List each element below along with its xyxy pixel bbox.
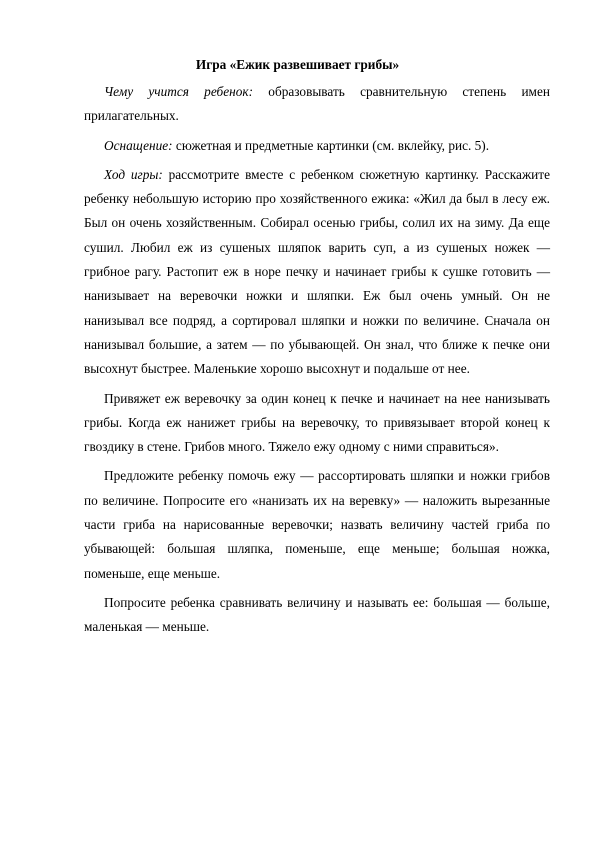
- paragraph-text: образовывать сравнительную степень имен прилагательных.: [84, 84, 550, 124]
- document-body: [84, 80, 550, 640]
- paragraph-comparison-task: [84, 591, 550, 640]
- paragraph-game-process: [84, 163, 550, 382]
- paragraph-text: Попросите ребенка сравнивать величину и называть ее: большая — больше, маленькая — меньше.: [84, 594, 550, 635]
- paragraph-text: рассмотрите вместе с ребенком сюжетную картинку. Расскажите ребенку небольшую историю про хозяйственного ежика: «Жил да был в лесу еж. Был он очень хозяйственным. Собирал осенью грибы, солил их на зиму. Да еще сушил. Любил еж из сушеных шляпок варить суп, а из сушеных ножек — грибное рагу. Растопит еж в норе печку и начинает грибы к сушке готовить — нанизывает на веревочки ножки и шляпки. Еж был очень умный. Он не нанизывал все подряд, а сортировал шляпки и ножки по величине. Сначала он нанизывал большие, а затем — по убывающей. Он знал, что ближе к печке они высохнут быстрее. Маленькие хорошо высохнут и подальше от нее.: [84, 166, 550, 377]
- paragraph-sorting-task: [84, 464, 550, 585]
- paragraph-text: Предложите ребенку помочь ежу — рассортировать шляпки и ножки грибов по величине. Попросите его «нанизать их на веревку» — наложить вырезанные части гриба на нарисованные веревочки; назвать величину частей гриба по убывающей: большая шляпка, поменьше, еще меньше; большая ножка, поменьше, еще меньше.: [84, 468, 550, 581]
- document-title: Игра «Ежик развешивает грибы»: [195, 57, 400, 72]
- paragraph-story-continued: [84, 387, 550, 460]
- paragraph-lead: Оснащение:: [104, 137, 173, 153]
- paragraph-learning-goal: [84, 80, 550, 129]
- paragraph-lead: Чему учится ребенок:: [104, 84, 254, 99]
- paragraph-text: сюжетная и предметные картинки (см. вклейку, рис. 5).: [172, 137, 490, 153]
- paragraph-lead: Ход игры:: [104, 166, 163, 182]
- paragraph-text: Привяжет еж веревочку за один конец к печке и начинает на нее нанизывать грибы. Когда еж нанижет грибы на веревочку, то привязывает второй конец к гвоздику в стене. Грибов много. Тяжело ежу одному с ними справиться».: [84, 390, 550, 455]
- paragraph-equipment: [84, 134, 550, 158]
